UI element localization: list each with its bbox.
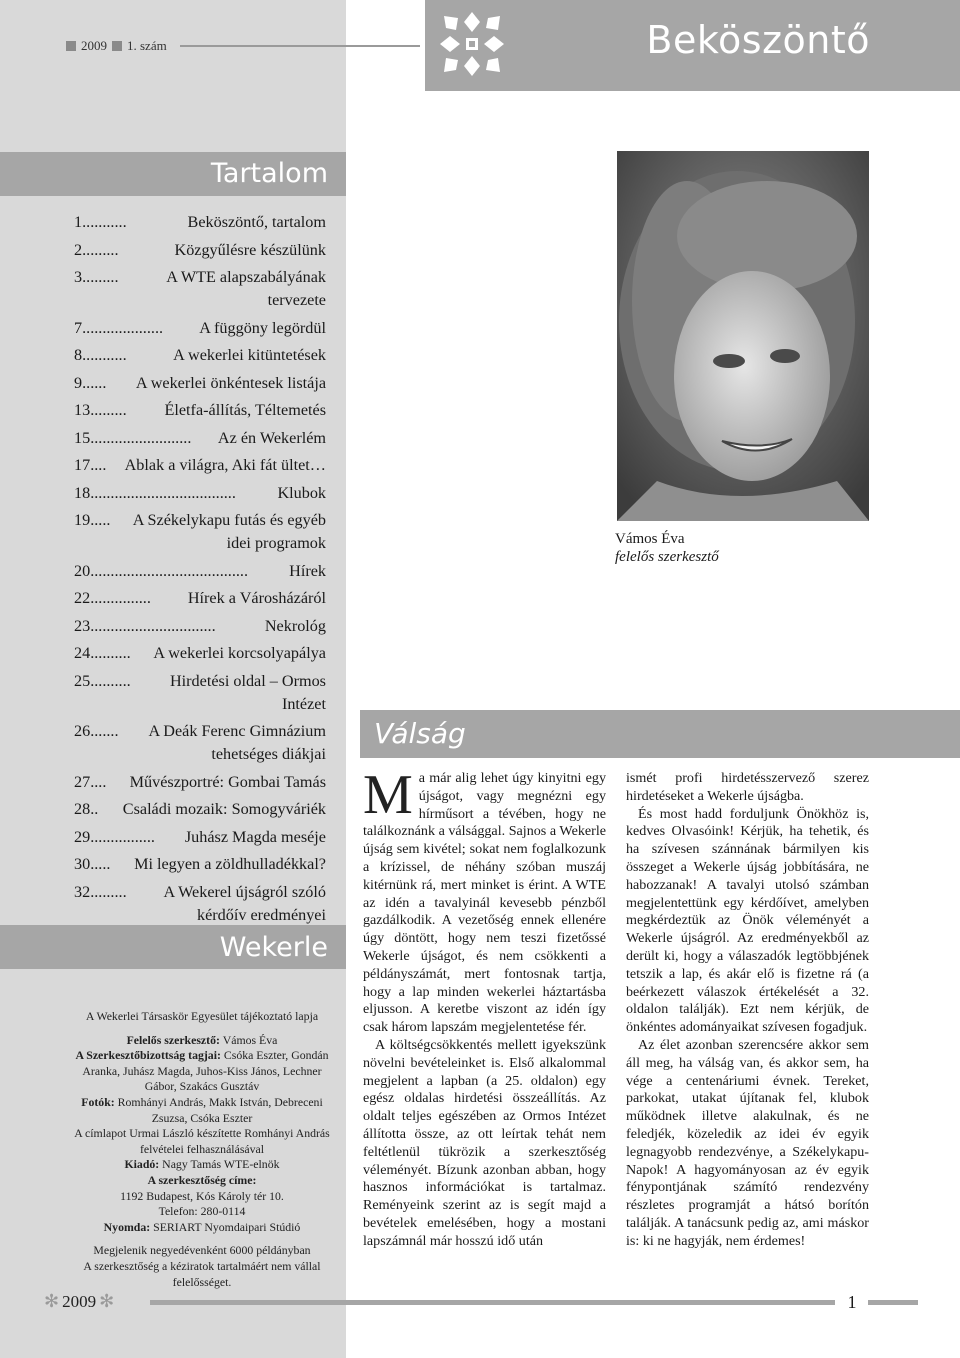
toc-page-number: 13: [74, 401, 91, 419]
toc-leader-dots: ....: [90, 456, 107, 474]
toc-item: [74, 211, 326, 234]
toc-item: [74, 399, 326, 422]
toc-entry-title: Művészportré: Gombai Tamás: [129, 772, 326, 791]
toc-leader-dots: ..........: [90, 644, 131, 662]
toc-item: [74, 560, 326, 583]
star-icon: ✻: [99, 1291, 115, 1311]
toc-page-number: 3: [74, 268, 83, 286]
photos-label: Fotók:: [81, 1094, 115, 1109]
toc-leader-dots: .........: [82, 240, 119, 259]
board-label: A Szerkesztőbizottság tagjai:: [75, 1048, 221, 1063]
toc-page-number: 18: [74, 483, 91, 502]
header-rule: [180, 45, 420, 47]
toc-page-number: 24: [74, 644, 91, 662]
toc-entry-title: A Székelykapu futás és egyéb idei programok: [132, 511, 326, 552]
toc-entry-title: Hírek a Városházáról: [187, 589, 326, 607]
board-members: Csóka Eszter, Gondán Aranka, Juhász Magda, Juhos-Kiss János, Lechner Gábor, Szakács Gusztáv: [82, 1048, 329, 1094]
toc-page-number: 15: [74, 428, 91, 447]
printer-label: Nyomda:: [103, 1219, 151, 1234]
issue-line: [66, 38, 167, 54]
toc-entry-title: Családi mozaik: Somogyváriék: [122, 800, 326, 818]
photo-caption: [615, 530, 719, 566]
toc-entry-title: A wekerlei korcsolyapálya: [153, 644, 326, 662]
toc-page-number: 17: [74, 456, 91, 474]
toc-leader-dots: ......: [82, 373, 107, 392]
address-label: A szerkesztőség címe:: [147, 1172, 257, 1187]
toc-leader-dots: .........................: [90, 428, 192, 447]
toc-page-number: 7: [74, 318, 83, 337]
phone: Telefon: 280-0114: [158, 1204, 246, 1219]
toc-item: [74, 587, 326, 610]
toc-heading: Tartalom: [0, 152, 346, 196]
toc-item: [74, 615, 326, 638]
toc-leader-dots: ..........: [90, 671, 131, 690]
footer-rule: [150, 1300, 835, 1305]
toc-page-number: 28: [74, 800, 91, 818]
toc-leader-dots: .........: [90, 401, 127, 419]
article-paragraph: Az élet azonban szerencsére akkor sem áll meg, ha válság van, és akkor sem, ha vége a centenáriumi évnek. Tereket, parkokat, utakat újítanak fel, klubok működnek illetve alakulnak, és ne feledjék, közeledik az idei év egyik legnagyobb rendezvénye, a Székelykapu-Napok! A hagyományosan az év egyik fénypontjának számító rendezvény részletes programját a hátsó borítón találják. A tanácsunk pedig az, ami máskor is: ki ne hagyják, nem érdemes!: [626, 1036, 869, 1249]
toc-page-number: 30: [74, 855, 91, 873]
toc-entry-title: Az én Wekerlém: [217, 428, 326, 447]
toc-item: [74, 798, 326, 821]
frequency: Megjelenik negyedévenként 6000 példányban: [93, 1243, 311, 1258]
article-paragraph: És most hadd forduljunk Önökhöz is, kedves Olvasóink! Kérjük, ha tehetik, és ha szívesen szánnának bármilyen kis összeget a Wekerle újság jobbítására, ne habozzanak! A tavalyi utolsó számban megjelentettünk egy kérdőívet, amelyben megkérdeztük az Önök véleményét a Wekerle újságról. Az eredményekből az derült ki, hogy a válaszadók legtöbbjének tetszik a lap, és akár elő is fizetne rá (a beérkezett válaszok értékelését a 32. oldalon találják). Ezt nem kérjük, de önkéntes adományaikat szívesen fogadjuk.: [626, 805, 869, 1036]
article-paragraph: A költségcsökkentés mellett igyekszünk növelni bevételeinket is. Első alkalommal megjelent a lapban (a 25. oldalon) egy egész oldalas hirdetési összeállítás. Az oldalt teljes egészében az Ormos Intézet állította össze, az ott leírtak tehát nem feltétlenül tükrözik a szerkesztőség véleményét. Bízunk azonban abban, hogy hasznos információkat is tartalmaz. Reményeink szerint az is segít majd a bevételek emelésében, hogy a mostani lapszámnál már hosszú idő után: [363, 1036, 606, 1249]
footer-year: [44, 1291, 114, 1312]
toc-entry-title: A wekerlei kitüntetések: [173, 346, 326, 364]
toc-leader-dots: .....: [90, 855, 111, 873]
address: 1192 Budapest, Kós Károly tér 10.: [120, 1188, 284, 1203]
issue-number: 1. szám: [127, 38, 167, 53]
editor-portrait: [617, 151, 869, 521]
printer-name: SERIART Nyomdaipari Stúdió: [153, 1219, 301, 1234]
toc-page-number: 20: [74, 561, 91, 580]
toc-page-number: 22: [74, 589, 91, 607]
toc-item: [74, 344, 326, 367]
toc-entry-title: Hirdetési oldal – Ormos Intézet: [169, 671, 326, 713]
toc-page-number: 23: [74, 616, 91, 635]
toc-item: [74, 427, 326, 450]
article-text: a már alig lehet úgy kinyitni egy újságot, vagy megnézni egy hírműsort a tévében, hogy ne találkoznánk a válsággal. Sajnos a Wekerle újság sem kivétel; sokat nem foglalkozunk a krízissel, de néhány szóban muszáj kitérnünk rá, mert minket is érint. A WTE az idén a tavalyinál kevesebb pénzből gazdálkodik. A vezetőség ennek ellenére úgy döntött, hogy nem teszi fizetőssé Wekerle újságot, és nem csökkenti a példányszámát, mert fontosnak tartja, hogy a lap minden wekerlei háztartásba eljusson. A keretbe viszont az idén így csak három lapszám megjelentetése fér.: [363, 770, 606, 1036]
toc-item: [74, 454, 326, 477]
toc-entry-title: Nekrológ: [264, 616, 326, 635]
disclaimer: A szerkesztőség a kéziratok tartalmáért nem vállal felelősséget.: [83, 1258, 321, 1289]
toc-leader-dots: ....................................: [90, 483, 236, 502]
article-title: Válság: [360, 710, 960, 758]
toc-page-number: 27: [74, 772, 91, 791]
toc-page-number: 2: [74, 240, 83, 259]
cover-credit: A címlapot Urmai László készítette Romhányi András felvételei felhasználásával: [74, 1126, 330, 1156]
toc-entry-title: Ablak a világra, Aki fát ültet…: [124, 456, 326, 474]
caption-name: Vámos Éva: [615, 531, 685, 547]
toc-leader-dots: .......................................: [90, 561, 249, 580]
page-number: 1: [838, 1289, 866, 1315]
page-title: Beköszöntő: [646, 18, 870, 62]
toc-item: [74, 670, 326, 716]
toc-entry-title: Életfa-állítás, Téltemetés: [164, 401, 326, 419]
toc-item: [74, 881, 326, 927]
toc-list: [74, 211, 326, 931]
footer-year-text: 2009: [62, 1291, 97, 1311]
publisher-name: Nagy Tamás WTE-elnök: [162, 1157, 280, 1172]
issue-year: 2009: [81, 38, 107, 53]
toc-entry-title: Beköszöntő, tartalom: [187, 213, 326, 231]
toc-entry-title: Közgyűlésre készülünk: [174, 240, 326, 259]
toc-page-number: 8: [74, 346, 83, 364]
toc-item: [74, 317, 326, 340]
toc-leader-dots: ...............................: [90, 616, 216, 635]
toc-page-number: 1: [74, 213, 83, 231]
article-paragraph: ismét profi hirdetésszervező szerez hirdetéseket a Wekerle újságba.: [626, 770, 869, 804]
masthead-subtitle: A Wekerlei Társaskör Egyesület tájékoztató lapja: [85, 1009, 319, 1023]
article-column-right: [626, 770, 869, 1251]
toc-leader-dots: ....: [90, 772, 107, 791]
toc-leader-dots: ................: [90, 827, 155, 846]
toc-item: [74, 482, 326, 505]
toc-entry-title: A wekerlei önkéntesek listája: [135, 373, 326, 392]
toc-entry-title: Hírek: [289, 561, 326, 580]
toc-leader-dots: .........: [90, 882, 127, 901]
toc-page-number: 26: [74, 722, 91, 740]
windmill-logo-icon: [436, 8, 508, 80]
photographers: Romhányi András, Makk István, Debreceni Zsuzsa, Csóka Eszter: [117, 1094, 323, 1125]
article-paragraph: [363, 764, 606, 1037]
toc-entry-title: Klubok: [277, 483, 326, 502]
toc-page-number: 9: [74, 373, 83, 392]
caption-role: felelős szerkesztő: [615, 549, 719, 565]
toc-leader-dots: ....................: [82, 318, 164, 337]
toc-leader-dots: .....: [90, 511, 111, 529]
toc-item: [74, 720, 326, 766]
toc-leader-dots: ..: [90, 800, 99, 818]
footer-rule: [868, 1300, 918, 1305]
toc-leader-dots: ...............: [90, 589, 151, 607]
toc-item: [74, 771, 326, 794]
toc-entry-title: A függöny legördül: [199, 318, 326, 337]
publisher-label: Kiadó:: [124, 1157, 160, 1172]
toc-item: [74, 239, 326, 262]
editor-name: Vámos Éva: [222, 1032, 278, 1047]
toc-item: [74, 266, 326, 312]
star-icon: ✻: [44, 1291, 60, 1311]
masthead-info: [70, 1009, 334, 1298]
toc-entry-title: A Wekerel újságról szóló kérdőív eredményei: [163, 882, 326, 924]
toc-entry-title: A Deák Ferenc Gimnázium tehetséges diákjai: [148, 722, 326, 763]
editor-label: Felelős szerkesztő:: [126, 1032, 220, 1047]
toc-item: [74, 372, 326, 395]
toc-leader-dots: ...........: [82, 213, 127, 231]
toc-page-number: 25: [74, 671, 91, 690]
toc-page-number: 32: [74, 882, 91, 901]
square-bullet-icon: [66, 41, 76, 51]
toc-leader-dots: .......: [90, 722, 119, 740]
masthead-title: Wekerle: [0, 925, 346, 969]
drop-cap: M: [363, 764, 413, 826]
toc-page-number: 29: [74, 827, 91, 846]
toc-leader-dots: ...........: [82, 346, 127, 364]
toc-entry-title: Juhász Magda meséje: [184, 827, 326, 846]
toc-item: [74, 853, 326, 876]
toc-entry-title: A WTE alapszabályának tervezete: [166, 268, 326, 309]
article-column-left: [363, 764, 606, 1251]
toc-entry-title: Mi legyen a zöldhulladékkal?: [134, 855, 326, 873]
square-bullet-icon: [112, 41, 122, 51]
toc-item: [74, 509, 326, 555]
toc-page-number: 19: [74, 511, 91, 529]
toc-item: [74, 642, 326, 665]
toc-item: [74, 826, 326, 849]
toc-leader-dots: .........: [82, 268, 119, 286]
